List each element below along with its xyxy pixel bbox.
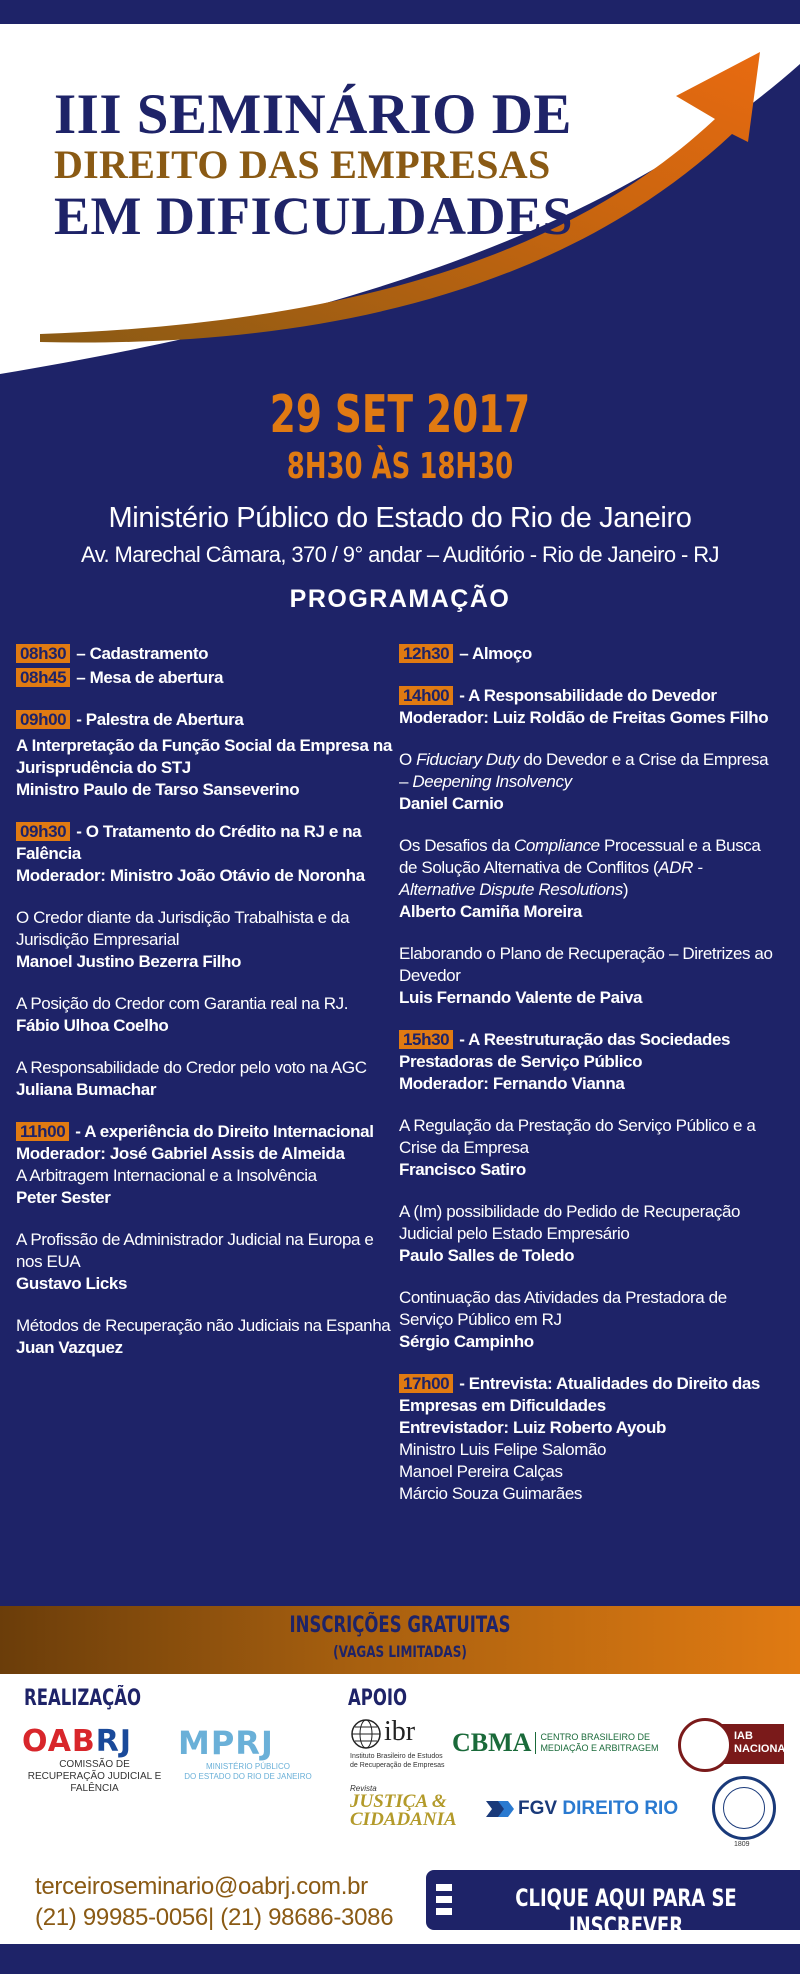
program-item [399,835,779,923]
program-item [399,1201,779,1267]
seal-logo-icon [712,1776,776,1840]
time-badge: 12h30 [399,644,453,663]
item-speaker: Francisco Satiro [399,1160,526,1179]
program-item [16,1229,392,1295]
justica-line-1: JUSTIÇA & [350,1791,447,1812]
item-topic: O Credor diante da Jurisdição Trabalhista e da Jurisdição Empresarial [16,908,350,949]
item-speaker: Manoel Justino Bezerra Filho [16,952,241,971]
header-banner [0,24,800,384]
seal-year: 1809 [734,1841,750,1848]
time-badge: 17h00 [399,1374,453,1393]
topic-italic: Compliance [513,836,600,855]
register-button-label: CLIQUE AQUI PARA SE INSCREVER [515,1884,737,1940]
item-title: - A Responsabilidade do Devedor [459,686,717,705]
justica-small: Revista [350,1784,377,1793]
program-item [399,749,779,815]
program-item [16,993,392,1037]
time-badge: 08h30 [16,644,70,663]
mprj-logo [178,1724,318,1782]
item-title: - Palestra de Abertura [76,710,244,729]
item-speaker: Alberto Camiña Moreira [399,902,582,921]
program-item [399,1373,779,1505]
cbma-sub-line: CENTRO BRASILEIRO DE [540,1732,650,1742]
item-title: – Cadastramento [76,644,209,663]
oab-text: OAB [22,1724,96,1759]
time-badge: 09h00 [16,710,70,729]
fgv-arrow-icon [486,1801,516,1817]
iab-line: NACIONAL [734,1743,793,1755]
program-item [399,1287,779,1353]
topic-text: ) [622,880,629,899]
cbma-subtitle [540,1732,658,1754]
program-item [399,643,779,665]
seminar-title [54,83,574,246]
fgv-logo [486,1798,706,1820]
oabrj-subtitle: COMISSÃO DE RECUPERAÇÃO JUDICIAL E FALÊNCIA [27,1759,162,1794]
button-decoration [436,1896,452,1903]
item-speaker: Juliana Bumachar [16,1080,157,1099]
time-badge: 11h00 [16,1122,69,1141]
item-speaker: Daniel Carnio [399,794,504,813]
item-moderator: Moderador: Luiz Roldão de Freitas Gomes Filho [399,708,769,727]
title-line-1: III SEMINÁRIO DE [54,83,572,146]
justica-cidadania-logo [350,1784,470,1829]
event-hours: 8H30 ÀS 18H30 [286,446,514,487]
item-moderator: Moderador: José Gabriel Assis de Almeida [16,1144,345,1163]
item-title: - O Tratamento do Crédito na RJ e na Falência [16,822,362,863]
ibr-logo [350,1716,450,1770]
bottom-stripe [0,1944,800,1974]
iab-logo [678,1718,793,1772]
realizacao-label: REALIZAÇÃO [24,1686,142,1711]
title-line-3: EM DIFICULDADES [54,186,574,246]
item-speaker: Gustavo Licks [16,1274,128,1293]
item-topic: A Posição do Credor com Garantia real na RJ. [16,994,349,1013]
fgv-direito-text: DIREITO RIO [562,1798,679,1819]
item-title: – Almoço [459,644,532,663]
item-topic [399,749,779,793]
item-topic: Elaborando o Plano de Recuperação – Diretrizes ao Devedor [399,944,773,985]
contact-phone: (21) 99985-0056| (21) 98686-3086 [35,1904,394,1931]
title-line-2: DIREITO DAS EMPRESAS [54,142,551,187]
item-guest: Ministro Luis Felipe Salomão [399,1440,607,1459]
button-decoration [436,1884,452,1891]
item-topic: A Arbitragem Internacional e a Insolvência [16,1166,317,1185]
item-title: - Entrevista: Atualidades do Direito das Empresas em Dificuldades [399,1374,760,1415]
program-item [16,821,392,887]
cbma-wordmark: CBMA [452,1728,532,1757]
fgv-text: FGV [518,1798,558,1819]
iab-seal-icon [678,1718,732,1772]
oabrj-logo [22,1724,167,1795]
event-address: Av. Marechal Câmara, 370 / 9° andar – Auditório - Rio de Janeiro - RJ [81,542,719,567]
time-badge: 14h00 [399,686,453,705]
time-badge: 09h30 [16,822,70,841]
cbma-logo [452,1728,684,1758]
contact-email[interactable]: terceiroseminario@oabrj.com.br [35,1873,368,1900]
item-speaker: Peter Sester [16,1188,111,1207]
topic-italic: Fiduciary Duty [416,750,520,769]
oabrj-wordmark [22,1724,167,1759]
item-title: - A experiência do Direito Internacional [75,1122,374,1141]
button-decoration [436,1908,452,1915]
topic-italic: ADR - Alternative Dispute Resolutions [399,858,703,899]
topic-text: O [399,750,417,769]
program-item [399,1029,779,1095]
topic-text: Processual e a Busca de Solução Alternativa de Conflitos ( [399,836,761,877]
item-speaker: Sérgio Campinho [399,1332,534,1351]
justica-line-2: CIDADANIA [350,1809,457,1830]
item-speaker: Paulo Salles de Toledo [399,1246,575,1265]
topic-text: do Devedor e a Crise da Empresa – [399,750,769,791]
program-item [16,643,392,665]
program-item [16,667,392,689]
program-item [399,685,779,729]
registration-banner [0,1606,800,1674]
cbma-sub-line: MEDIAÇÃO E ARBITRAGEM [540,1743,659,1753]
item-moderator: Moderador: Ministro João Otávio de Noronha [16,866,365,885]
time-badge: 15h30 [399,1030,453,1049]
item-topic: A Profissão de Administrador Judicial na Europa e nos EUA [16,1230,374,1271]
program-item [16,1057,392,1101]
item-guest: Márcio Souza Guimarães [399,1484,582,1503]
event-venue: Ministério Público do Estado do Rio de Janeiro [108,502,692,534]
seal-inner [723,1787,765,1829]
topic-italic: Deepening Insolvency [412,772,572,791]
item-topic: A Responsabilidade do Credor pelo voto na AGC [16,1058,367,1077]
item-topic [399,835,779,901]
registration-subtitle: (VAGAS LIMITADAS) [333,1642,467,1661]
program-title: PROGRAMAÇÃO [289,585,511,613]
item-guest: Manoel Pereira Calças [399,1462,563,1481]
program-item [16,1121,392,1209]
program-item [399,943,779,1009]
mprj-subtitle-1: MINISTÉRIO PÚBLICO [205,1762,290,1771]
item-title: – Mesa de abertura [76,668,224,687]
item-interviewer: Entrevistador: Luiz Roberto Ayoub [399,1418,666,1437]
item-speaker: Ministro Paulo de Tarso Sanseverino [16,780,300,799]
top-stripe [0,0,800,24]
program-left-column [16,643,392,1379]
apoio-label: APOIO [348,1686,408,1711]
time-badge: 08h45 [16,668,70,687]
item-topic: Continuação das Atividades da Prestadora de Serviço Público em RJ [399,1288,727,1329]
item-topic: A Regulação da Prestação do Serviço Público e a Crise da Empresa [399,1116,756,1157]
mprj-wordmark: MPRJ [178,1724,274,1762]
item-speaker: Luis Fernando Valente de Paiva [399,988,643,1007]
cbma-divider [535,1732,536,1754]
topic-text: Os Desafios da [399,836,514,855]
rj-text: RJ [95,1724,133,1759]
program-item [16,907,392,973]
globe-icon [350,1718,382,1750]
registration-title: INSCRIÇÕES GRATUITAS [289,1613,511,1638]
mprj-subtitle-2: DO ESTADO DO RIO DE JANEIRO [184,1772,312,1781]
item-topic: Métodos de Recuperação não Judiciais na Espanha [16,1316,391,1335]
item-moderator: Moderador: Fernando Vianna [399,1074,625,1093]
event-date: 29 SET 2017 [269,385,531,445]
item-topic: A (Im) possibilidade do Pedido de Recuperação Judicial pelo Estado Empresário [399,1202,741,1243]
iab-line: IAB [734,1730,753,1742]
program-right-column [399,643,779,1525]
program-item [16,709,392,801]
ibr-subtitle: Instituto Brasileiro de Estudos de Recuperação de Empresas [350,1753,445,1769]
item-title: - A Reestruturação das Sociedades Prestadoras de Serviço Público [399,1030,731,1071]
item-speaker: Fábio Ulhoa Coelho [16,1016,169,1035]
register-button[interactable] [426,1870,800,1940]
ibr-wordmark: ibr [384,1716,416,1747]
program-item [16,1315,392,1359]
item-speaker: Juan Vazquez [16,1338,123,1357]
item-topic: A Interpretação da Função Social da Empresa na Jurisprudência do STJ [16,736,392,777]
program-item [399,1115,779,1181]
